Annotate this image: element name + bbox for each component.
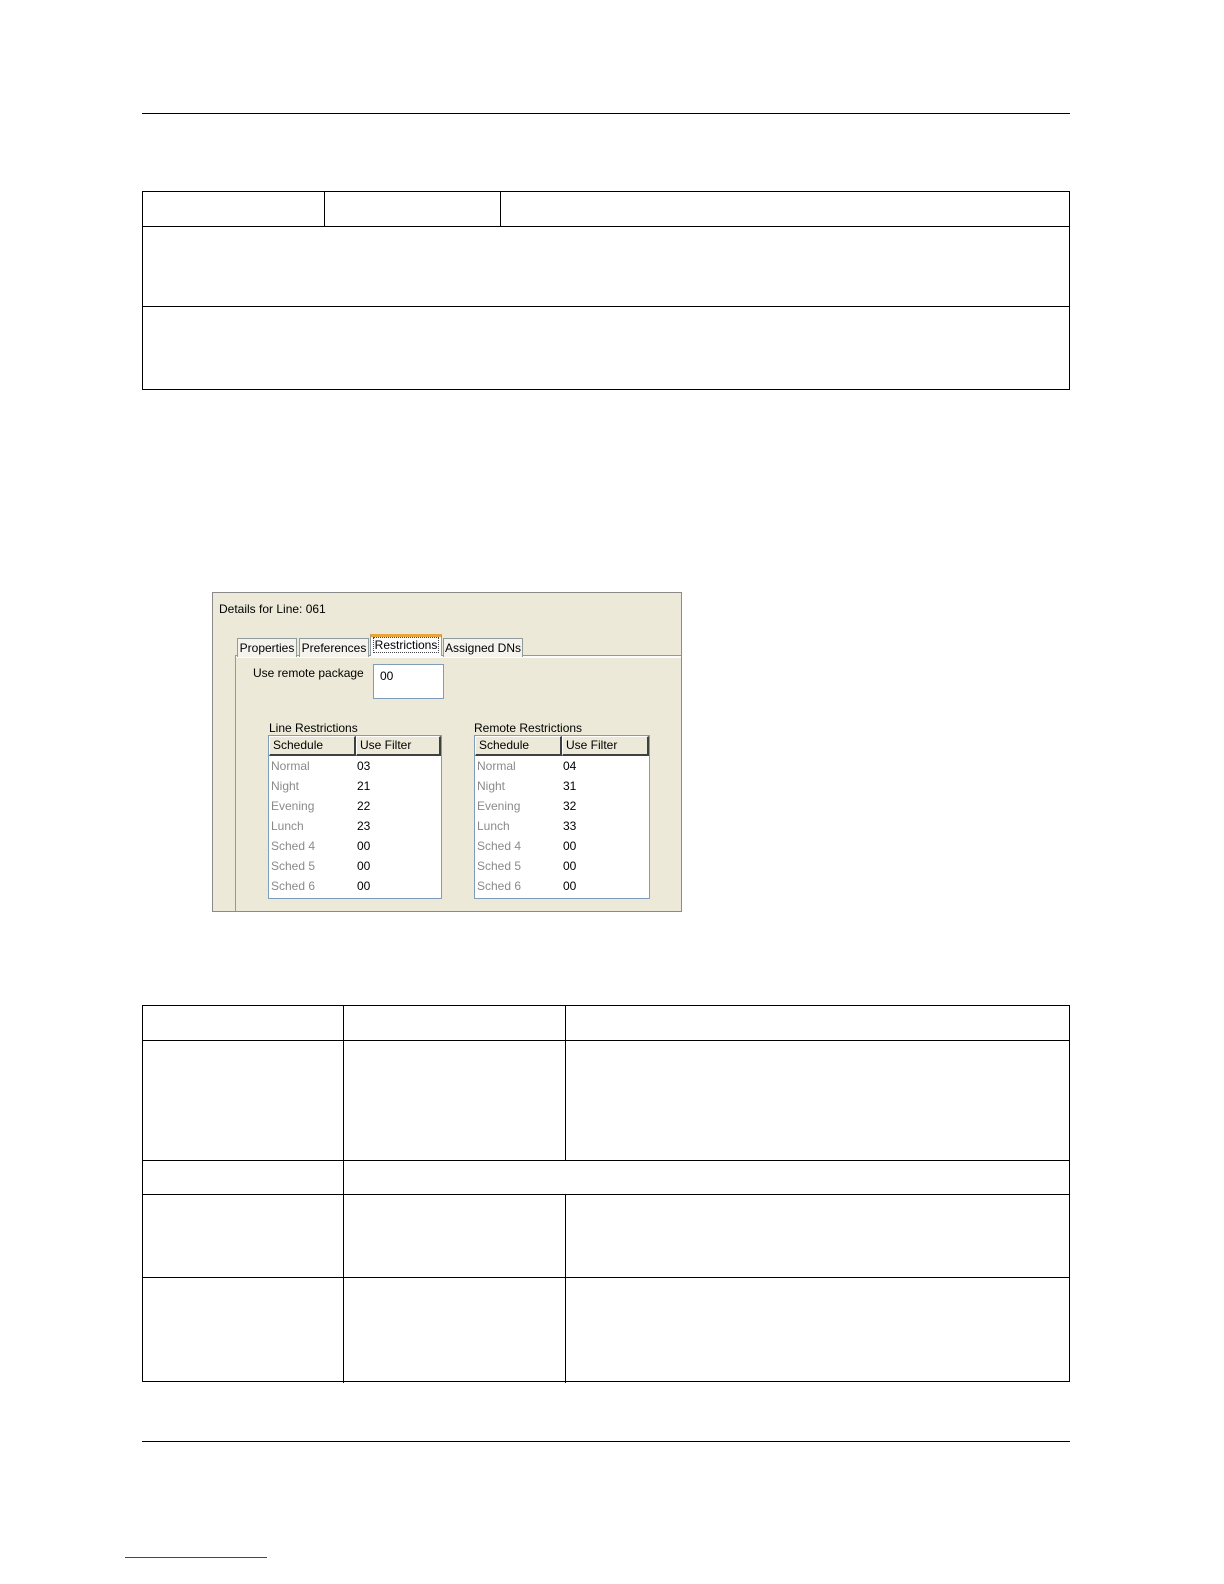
filter-value: 33 (563, 819, 577, 833)
list-item[interactable] (475, 876, 649, 896)
footer-rule (142, 1441, 1070, 1442)
list-item[interactable] (475, 836, 649, 856)
bottom-table (142, 1005, 1070, 1382)
bottom-table-row-divider-2 (143, 1160, 1069, 1161)
filter-value: 03 (357, 759, 371, 773)
filter-value: 00 (357, 859, 371, 873)
footer-link-underline (125, 1557, 267, 1558)
remote-restrictions-header-use-filter[interactable]: Use Filter (562, 736, 649, 756)
list-item[interactable] (269, 796, 441, 816)
remote-restrictions-header-schedule[interactable]: Schedule (475, 736, 562, 756)
list-item[interactable] (475, 776, 649, 796)
filter-value: 00 (563, 859, 577, 873)
bottom-table-col-divider-2a (565, 1006, 566, 1160)
filter-value: 00 (357, 879, 371, 893)
top-table (142, 191, 1070, 390)
filter-value: 23 (357, 819, 371, 833)
top-table-col-divider-1 (324, 192, 325, 226)
list-item[interactable] (269, 836, 441, 856)
dialog-title: Details for Line: 061 (219, 602, 326, 616)
filter-value: 21 (357, 779, 371, 793)
schedule-name: Normal (477, 759, 516, 773)
list-item[interactable] (269, 776, 441, 796)
filter-value: 00 (357, 839, 371, 853)
tab-restrictions[interactable] (370, 634, 442, 656)
schedule-name: Night (477, 779, 506, 793)
list-item[interactable] (475, 756, 649, 776)
schedule-name: Sched 6 (271, 879, 316, 893)
remote-restrictions-title: Remote Restrictions (474, 721, 583, 735)
filter-value: 00 (563, 879, 577, 893)
bottom-table-row-divider-1 (143, 1040, 1069, 1041)
list-item[interactable] (269, 856, 441, 876)
list-item[interactable] (269, 756, 441, 776)
bottom-table-col-divider-2b (565, 1194, 566, 1383)
line-details-dialog (212, 592, 682, 912)
remote-restrictions-list[interactable] (474, 735, 650, 899)
schedule-name: Lunch (271, 819, 304, 833)
bottom-table-row-divider-4 (143, 1277, 1069, 1278)
schedule-name: Sched 5 (271, 859, 316, 873)
schedule-name: Evening (477, 799, 521, 813)
list-item[interactable] (475, 856, 649, 876)
line-restrictions-title: Line Restrictions (269, 721, 358, 735)
tab-properties[interactable]: Properties (237, 638, 297, 657)
schedule-name: Sched 6 (477, 879, 522, 893)
top-table-row-divider-1 (143, 226, 1069, 227)
filter-value: 32 (563, 799, 577, 813)
tab-preferences[interactable]: Preferences (299, 638, 369, 657)
header-rule (142, 113, 1070, 114)
list-item[interactable] (475, 796, 649, 816)
top-table-col-divider-2 (500, 192, 501, 226)
tab-assigned-dns[interactable]: Assigned DNs (443, 638, 523, 657)
remote-package-label: Use remote package (253, 666, 364, 680)
list-item[interactable] (475, 816, 649, 836)
schedule-name: Sched 5 (477, 859, 522, 873)
schedule-name: Evening (271, 799, 315, 813)
list-item[interactable] (269, 816, 441, 836)
bottom-table-row-divider-3 (143, 1194, 1069, 1195)
schedule-name: Sched 4 (477, 839, 522, 853)
filter-value: 04 (563, 759, 577, 773)
line-restrictions-header-use-filter[interactable]: Use Filter (356, 736, 441, 756)
filter-value: 22 (357, 799, 371, 813)
line-restrictions-list[interactable] (268, 735, 442, 899)
line-restrictions-header-schedule[interactable]: Schedule (269, 736, 356, 756)
filter-value: 00 (563, 839, 577, 853)
remote-package-input[interactable]: 00 (373, 664, 444, 699)
schedule-name: Night (271, 779, 300, 793)
filter-value: 31 (563, 779, 577, 793)
top-table-row-divider-2 (143, 306, 1069, 307)
schedule-name: Sched 4 (271, 839, 316, 853)
bottom-table-col-divider-1 (343, 1006, 344, 1383)
schedule-name: Normal (271, 759, 310, 773)
schedule-name: Lunch (477, 819, 510, 833)
tab-restrictions-label: Restrictions (374, 638, 438, 652)
list-item[interactable] (269, 876, 441, 896)
